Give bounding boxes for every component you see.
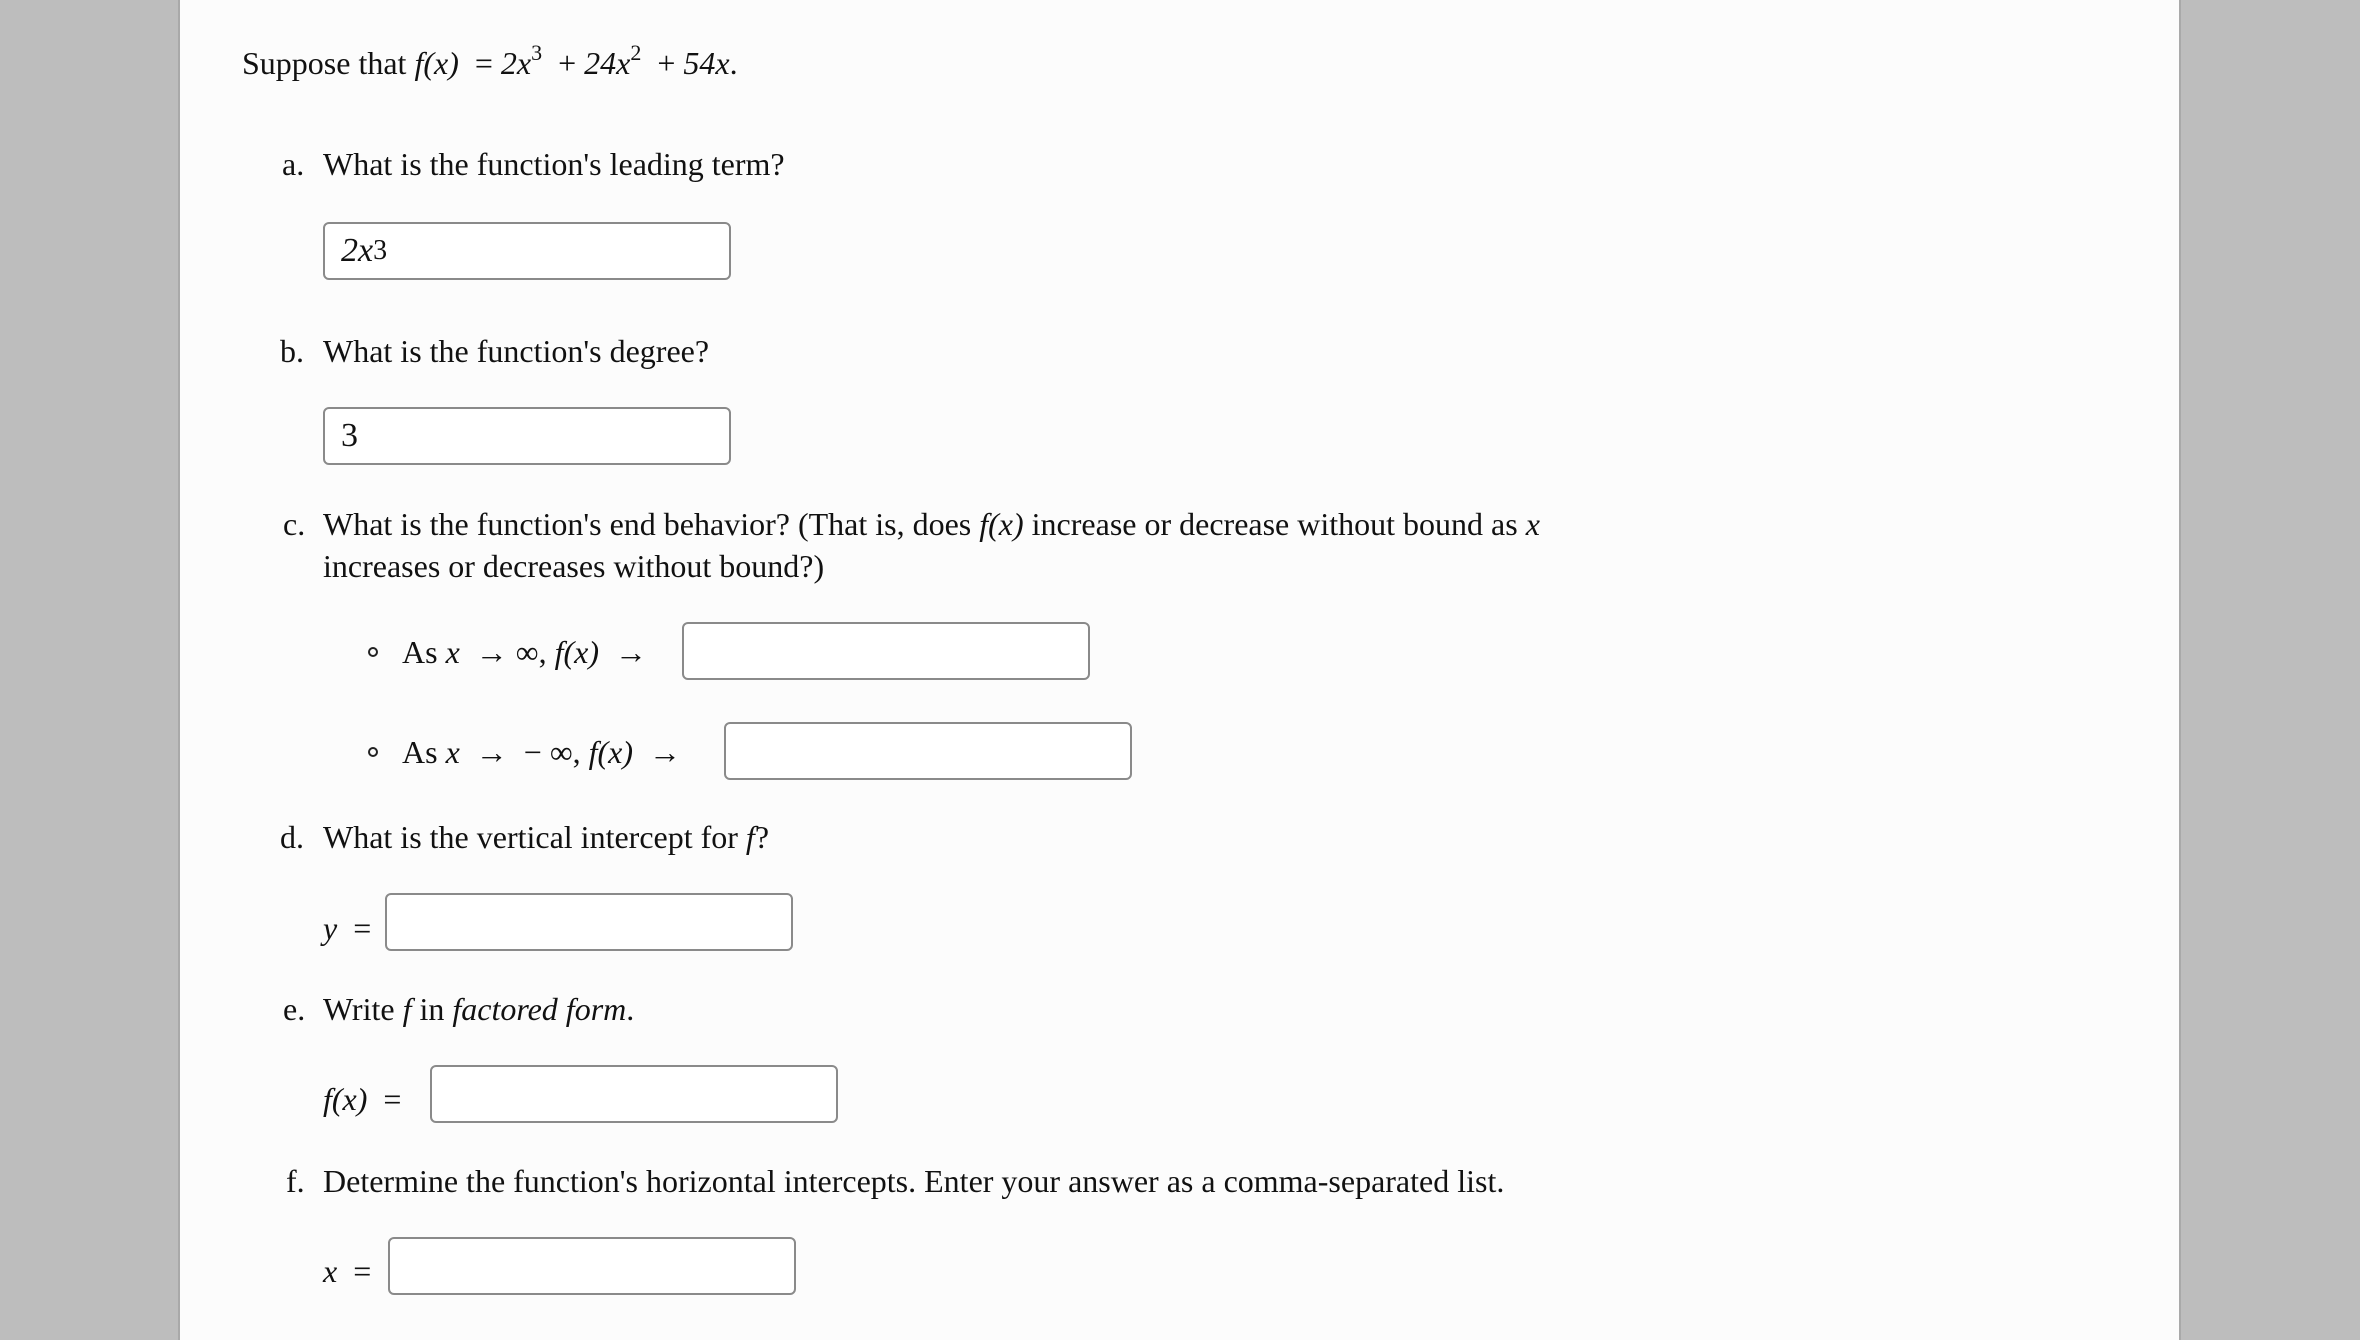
vertical-intercept-input[interactable] <box>385 893 793 951</box>
part-e-q-factored-form: factored form <box>452 991 627 1027</box>
horizontal-intercepts-label <box>323 1253 379 1290</box>
arrow-icon: → <box>475 634 508 670</box>
part-d-question <box>323 819 769 856</box>
part-b-question: What is the function's degree? <box>323 333 710 369</box>
degree-input[interactable] <box>323 407 731 465</box>
part-b-letter: b. <box>280 333 304 369</box>
leading-term-input[interactable] <box>323 222 731 280</box>
bullet-icon <box>368 647 378 657</box>
part-a-question: What is the function's leading term? <box>323 146 785 182</box>
x-var: x <box>445 734 460 770</box>
degree-value: 3 <box>341 417 358 454</box>
equals-sign: = <box>353 910 372 946</box>
arrow-icon: → <box>649 734 682 770</box>
part-a-letter: a. <box>282 146 305 182</box>
part-c-q1-x: x <box>1525 506 1540 542</box>
part-f-letter: f. <box>286 1163 305 1199</box>
as-text: As <box>402 634 438 670</box>
part-c-letter: c. <box>283 506 306 542</box>
part-c-q1a: What is the function's end behavior? (That is, does <box>323 506 972 542</box>
part-d-letter: d. <box>280 819 304 855</box>
leading-term-exponent: 3 <box>373 235 388 266</box>
fx-label: f(x) <box>554 634 599 670</box>
part-e-question <box>323 991 634 1028</box>
part-c-question-line1 <box>323 506 1540 543</box>
part-c-q1-fx: f(x) <box>979 506 1024 542</box>
problem-statement <box>242 40 738 82</box>
part-e-q-period: . <box>626 991 635 1027</box>
part-d-q-text: What is the vertical intercept for <box>323 819 738 855</box>
part-f-question: Determine the function's horizontal intercepts. Enter your answer as a comma-separated list. <box>323 1163 1505 1199</box>
end-behavior-negative-input[interactable] <box>724 722 1132 780</box>
part-e-q-write: Write <box>323 991 395 1027</box>
intro-function-lhs: f(x) <box>414 45 459 81</box>
intro-equals: = <box>474 45 493 81</box>
question-page <box>178 0 2181 1340</box>
part-e-letter: e. <box>283 991 306 1027</box>
fx-label: f(x) <box>323 1081 368 1117</box>
intro-period: . <box>729 45 738 81</box>
end-behavior-positive-input[interactable] <box>682 622 1090 680</box>
part-e-q-f: f <box>402 991 412 1027</box>
limit-value: − ∞, <box>523 734 581 770</box>
equals-sign: = <box>353 1253 372 1289</box>
intro-plus2: + <box>657 45 676 81</box>
intro-term1-exponent: 3 <box>531 40 543 65</box>
fx-label: f(x) <box>588 734 634 770</box>
vertical-intercept-label <box>323 910 379 947</box>
factored-form-input[interactable] <box>430 1065 838 1123</box>
limit-value: ∞, <box>515 634 547 670</box>
x-var: x <box>323 1253 338 1289</box>
horizontal-intercepts-input[interactable] <box>388 1237 796 1295</box>
arrow-icon: → <box>614 634 647 670</box>
part-d-q-f: f <box>745 819 755 855</box>
intro-term2-exponent: 2 <box>630 40 642 65</box>
bullet-icon <box>368 747 378 757</box>
arrow-icon: → <box>475 734 508 770</box>
equals-sign: = <box>383 1081 402 1117</box>
part-c-q1b: increase or decrease without bound as <box>1031 506 1518 542</box>
intro-term2: 24x <box>584 45 631 81</box>
intro-term3: 54x <box>683 45 730 81</box>
end-behavior-positive-label <box>402 634 655 671</box>
intro-plus1: + <box>558 45 577 81</box>
leading-term-value: 2x <box>341 232 374 269</box>
intro-term1: 2x <box>500 45 532 81</box>
part-c-question-line2: increases or decreases without bound?) <box>323 548 825 584</box>
end-behavior-negative-label <box>402 734 689 771</box>
x-var: x <box>445 634 460 670</box>
part-d-q-mark: ? <box>754 819 770 855</box>
as-text: As <box>402 734 438 770</box>
part-e-q-in: in <box>419 991 445 1027</box>
y-var: y <box>323 910 338 946</box>
intro-prefix: Suppose that <box>242 45 407 81</box>
factored-form-label <box>323 1081 409 1118</box>
